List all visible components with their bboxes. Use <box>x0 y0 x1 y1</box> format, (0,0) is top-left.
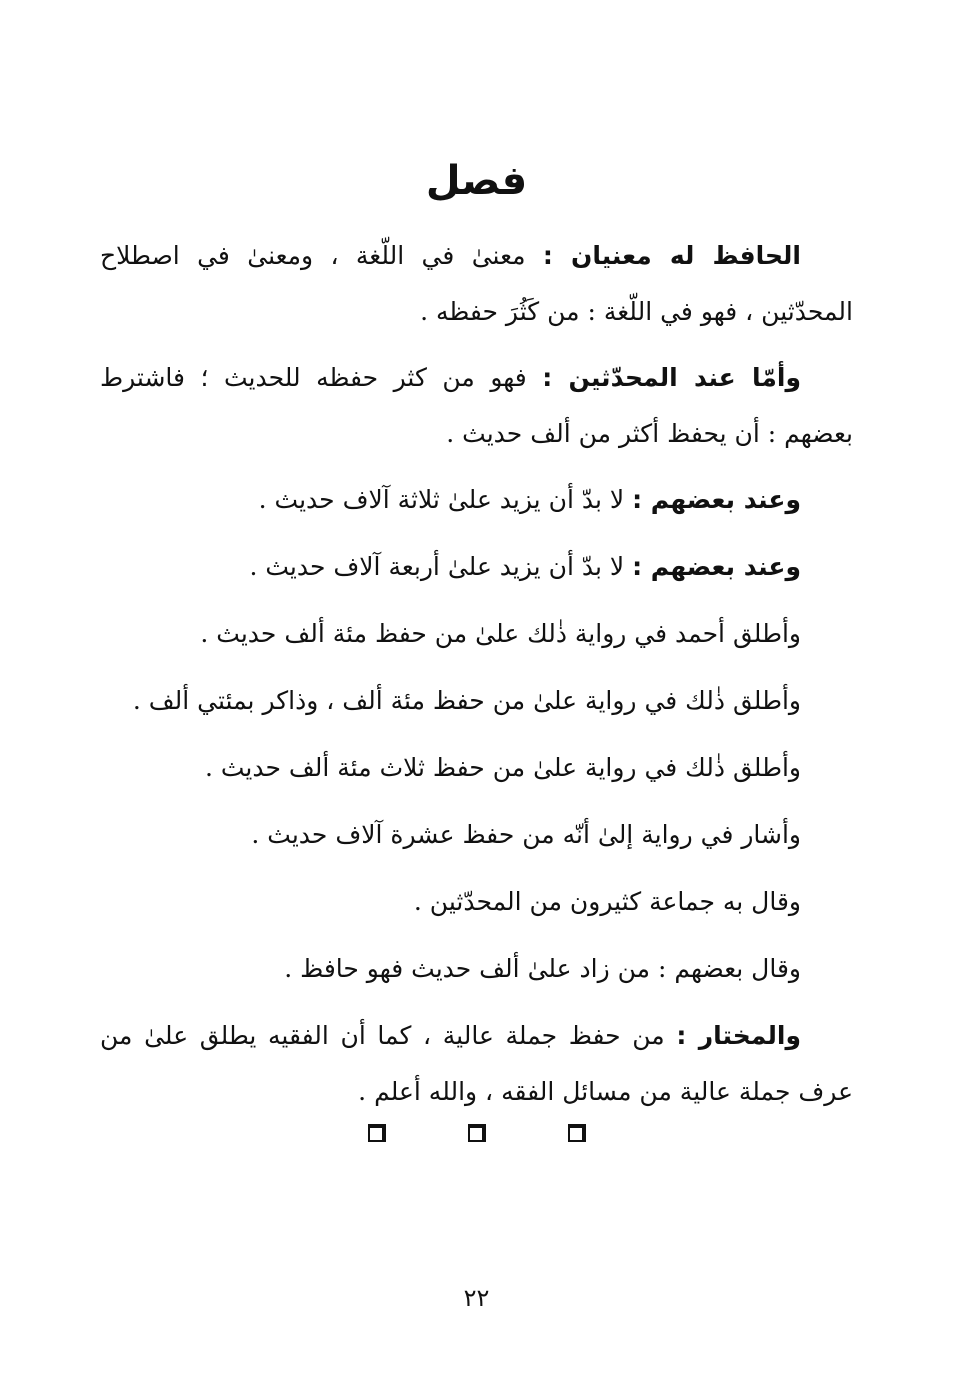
page-number: ٢٢ <box>463 1284 490 1312</box>
square-ornament-icon <box>568 1124 586 1142</box>
paragraph-lead: وعند بعضهم : <box>632 552 801 581</box>
paragraph-6 <box>100 673 853 729</box>
chapter-title: فصل <box>425 158 528 204</box>
paragraph-8 <box>100 807 853 863</box>
paragraph-10 <box>100 941 853 997</box>
paragraph-lead: وعند بعضهم : <box>632 485 801 514</box>
paragraph-lead: والمختار : <box>676 1021 801 1050</box>
paragraph-text: لا بدّ أن يزيد علىٰ أربعة آلاف حديث . <box>249 552 633 581</box>
paragraph-text: لا بدّ أن يزيد علىٰ ثلاثة آلاف حديث . <box>258 485 633 514</box>
paragraph-9 <box>100 874 853 930</box>
paragraph-text: وأطلق أحمد في رواية ذٰلك علىٰ من حفظ مئة ألف حديث . <box>200 619 801 648</box>
paragraph-text: من حفظ جملة عالية ، كما أن الفقيه يطلق علىٰ من عرف جملة عالية من مسائل الفقه ، والله أعلم . <box>100 1021 853 1106</box>
paragraph-2 <box>100 350 853 462</box>
section-end-ornaments <box>0 1124 953 1142</box>
paragraph-text: وأطلق ذٰلك في رواية علىٰ من حفظ مئة ألف ، وذاكر بمئتي ألف . <box>132 686 801 715</box>
paragraph-7 <box>100 740 853 796</box>
paragraph-text: فهو من كثر حفظه للحديث ؛ فاشترط بعضهم : أن يحفظ أكثر من ألف حديث . <box>100 363 853 448</box>
paragraph-lead: الحافظ له معنيان : <box>542 241 801 270</box>
paragraph-4 <box>100 539 853 595</box>
paragraph-3 <box>100 472 853 528</box>
paragraph-1 <box>100 228 853 340</box>
paragraph-text: معنىٰ في اللّغة ، ومعنىٰ في اصطلاح المحدّثين ، فهو في اللّغة : من كَثُرَ حفظه . <box>100 241 853 326</box>
body-text <box>100 228 853 1130</box>
paragraph-text: وأطلق ذٰلك في رواية علىٰ من حفظ ثلاث مئة ألف حديث . <box>204 753 801 782</box>
paragraph-text: وقال بعضهم : من زاد علىٰ ألف حديث فهو حافظ . <box>284 954 801 983</box>
paragraph-11 <box>100 1008 853 1120</box>
square-ornament-icon <box>468 1124 486 1142</box>
paragraph-lead: وأمّا عند المحدّثين : <box>542 363 801 392</box>
paragraph-text: وأشار في رواية إلىٰ أنّه من حفظ عشرة آلاف حديث . <box>251 820 801 849</box>
paragraph-text: وقال به جماعة كثيرون من المحدّثين . <box>413 887 801 916</box>
square-ornament-icon <box>368 1124 386 1142</box>
paragraph-5 <box>100 606 853 662</box>
